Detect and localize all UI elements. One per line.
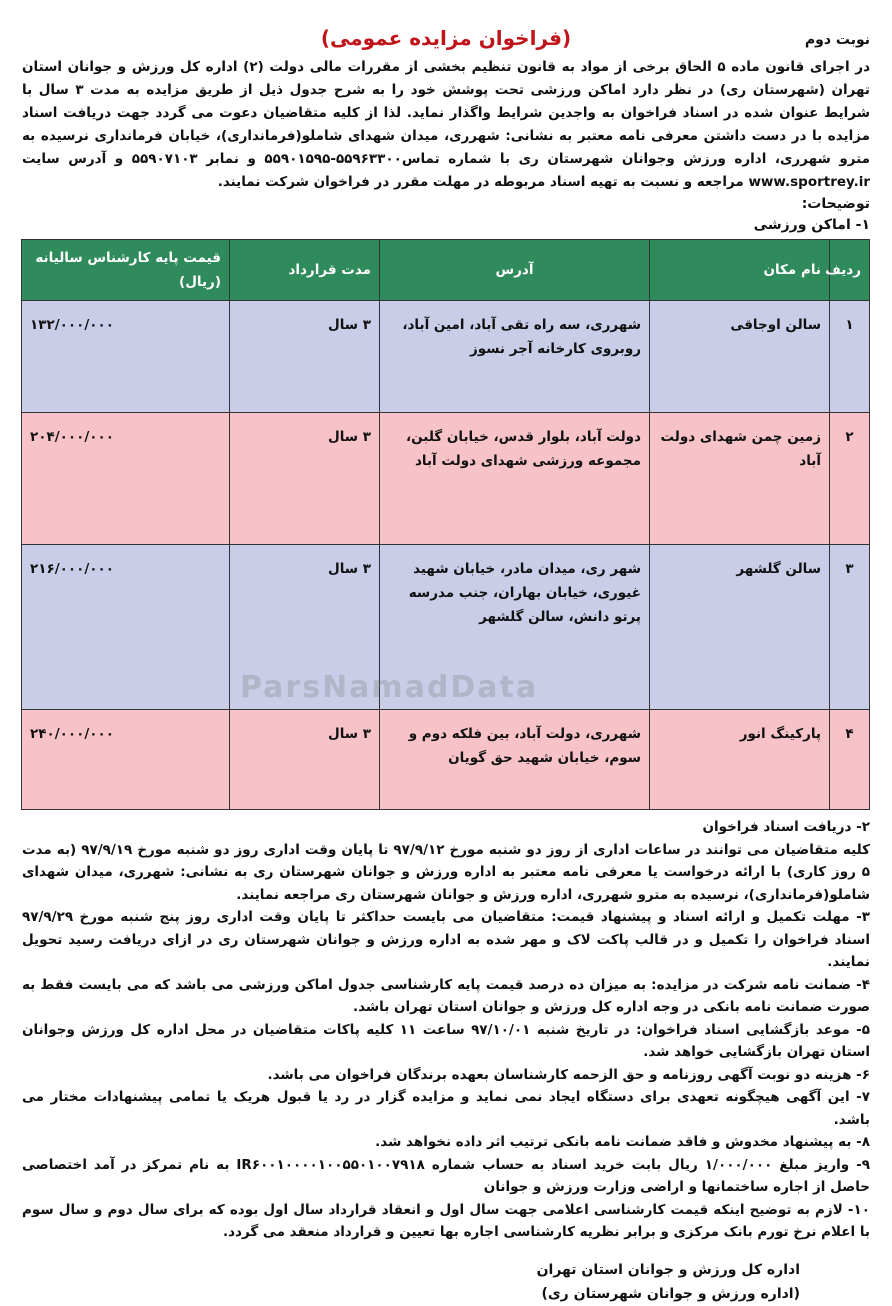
contract-duration: ۳ سال xyxy=(230,545,380,710)
venue-address: شهر ری، میدان مادر، خیابان شهید غیوری، خیابان بهاران، جنب مدرسه پرتو دانش، سالن گلشهر xyxy=(380,545,650,710)
col-header-name: نام مکان xyxy=(650,240,830,301)
col-header-address: آدرس xyxy=(380,240,650,301)
table-row xyxy=(22,301,870,413)
term-item: کلیه متقاضیان می توانند در ساعات اداری از روز دو شنبه مورخ ۹۷/۹/۱۲ تا پایان وقت اداری روز دو شنبه مورخ ۹۷/۹/۱۹ (به مدت ۵ روز کاری) با ارائه درخواست یا معرفی نامه معتبر به اداره ورزش و جوانان شهرستان ری به نشانی: شهرری، میدان شهدای شاملو(فرمانداری)، نرسیده به مترو شهرری، اداره ورزش و جوانان شهرستان ری مراجعه نمایند. xyxy=(22,841,870,903)
terms-list xyxy=(22,816,870,1244)
base-price-value: ۲۰۴/۰۰۰/۰۰۰ xyxy=(30,429,115,445)
col-header-duration: مدت قرارداد xyxy=(230,240,380,301)
col-header-price: قیمت پایه کارشناس سالیانه (ریال) xyxy=(22,240,230,301)
venue-address: شهرری، سه راه تقی آباد، امین آباد، روبروی کارخانه آجر نسوز xyxy=(380,301,650,413)
contract-duration: ۳ سال xyxy=(230,710,380,810)
table-row xyxy=(22,545,870,710)
venues-table xyxy=(21,239,870,810)
round-label: نوبت دوم xyxy=(804,32,870,48)
table-row xyxy=(22,710,870,810)
term-item: ۳- مهلت تکمیل و ارائه اسناد و پیشنهاد قیمت: متقاضیان می بایست حداکثر تا پایان وقت اداری روز پنج شنبه مورخ ۹۷/۹/۲۹ اسناد فراخوان را تکمیل و در قالب پاکت لاک و مهر شده به اداره ورزش و جوانان شهرستان ری در ازای دریافت رسید تحویل نمایند. xyxy=(22,909,870,970)
term-item: ۶- هزینه دو نوبت آگهی روزنامه و حق الزحمه کارشناسان بعهده برندگان فراخوان می باشد. xyxy=(267,1066,870,1083)
term-item: ۹- واریز مبلغ ۱/۰۰۰/۰۰۰ ریال بابت خرید اسناد به حساب شماره IR۶۰۰۱۰۰۰۰۱۰۰۵۵۰۱۰۰۷۹۱۸ به نام تمرکز در آمد اختصاصی حاصل از اجاره ساختمانها و اراضی وزارت ورزش و جوانان xyxy=(22,1156,871,1195)
term-item: ۴- ضمانت نامه شرکت در مزایده: به میزان ده درصد قیمت پایه کارشناسی جدول اماکن ورزشی می باشد که می بایست فقط به صورت ضمانت نامه بانکی در وجه اداره کل ورزش و جوانان استان تهران باشد. xyxy=(22,976,870,1015)
notice-title: (فراخوان مزایده عمومی) xyxy=(320,26,572,50)
notes-label: توضیحات: xyxy=(801,196,870,212)
row-index: ۳ xyxy=(830,545,870,710)
venue-address: شهرری، دولت آباد، بین فلکه دوم و سوم، خیابان شهید حق گویان xyxy=(380,710,650,810)
watermark-text: ParsNamadData xyxy=(240,670,539,705)
venue-name: سالن اوجاقی xyxy=(650,301,830,413)
base-price-value: ۱۳۲/۰۰۰/۰۰۰ xyxy=(30,317,115,333)
contract-duration: ۳ سال xyxy=(230,413,380,545)
venue-address: دولت آباد، بلوار قدس، خیابان گلبن، مجموعه ورزشی شهدای دولت آباد xyxy=(380,413,650,545)
table-header-row xyxy=(22,240,870,301)
table-row xyxy=(22,413,870,545)
term-item: ۱۰- لازم به توضیح اینکه قیمت کارشناسی اعلامی جهت سال اول و انعقاد قرارداد سال اول بوده که برای سال دوم و سال سوم با اعلام نرخ تورم بانک مرکزی و برابر نظریه کارشناسی اجاره بها تعیین و قرارداد منعقد می گردد. xyxy=(22,1201,870,1240)
row-index: ۴ xyxy=(830,710,870,810)
section-1-label: ۱- اماکن ورزشی xyxy=(753,217,870,233)
row-index: ۱ xyxy=(830,301,870,413)
col-header-index: ردیف xyxy=(830,240,870,301)
signature-line-1: اداره کل ورزش و جوانان استان تهران xyxy=(536,1261,800,1278)
term-item: ۸- به پیشنهاد مخدوش و فاقد ضمانت نامه بانکی ترتیب اثر داده نخواهد شد. xyxy=(375,1134,870,1150)
term-item: ۵- موعد بازگشایی اسناد فراخوان: در تاریخ شنبه ۹۷/۱۰/۰۱ ساعت ۱۱ کلیه پاکات متقاضیان در محل اداره کل ورزش وجوانان استان تهران بازگشایی خواهد شد. xyxy=(22,1021,870,1060)
base-price-value: ۲۱۶/۰۰۰/۰۰۰ xyxy=(30,561,115,577)
signature-line-2: (اداره ورزش و جوانان شهرستان ری) xyxy=(541,1285,800,1302)
term-item: ۲- دریافت اسناد فراخوان xyxy=(702,819,870,835)
base-price xyxy=(22,545,230,710)
base-price xyxy=(22,710,230,810)
venue-name: پارکینگ انور xyxy=(650,710,830,810)
base-price-value: ۲۴۰/۰۰۰/۰۰۰ xyxy=(30,726,115,742)
venue-name: زمین چمن شهدای دولت آباد xyxy=(650,413,830,545)
venue-name: سالن گلشهر xyxy=(650,545,830,710)
signature-block xyxy=(22,1258,800,1306)
base-price xyxy=(22,413,230,545)
term-item: ۷- این آگهی هیچگونه تعهدی برای دستگاه ایجاد نمی نماید و مزایده گزار در رد یا قبول هریک یا تمامی پیشنهادات مختار می باشد. xyxy=(22,1089,870,1128)
intro-paragraph: در اجرای قانون ماده ۵ الحاق برخی از مواد به قانون تنظیم بخشی از مقررات مالی دولت (۲) اداره کل ورزش و جوانان استان تهران (شهرستان ری) در نظر دارد اماکن ورزشی تحت پوشش خود را به شرح جدول ذیل از طریق مزایده به مدت ۳ سال با شرایط عنوان شده در اسناد فراخوان به واجدین شرایط واگذار نماید. لذا از کلیه متقاضیان دعوت می گردد جهت دریافت اسناد مزایده با در دست داشتن معرفی نامه معتبر به نشانی: شهرری، میدان شهدای شاملو(فرمانداری)، خیابان فرمانداری نرسیده به مترو شهرری، اداره ورزش وجوانان شهرستان ری با شماره تماس۵۵۹۶۳۳۰۰-۵۵۹۰۱۵۹۵ و نمابر ۵۵۹۰۷۱۰۳ و آدرس سایت www.sportrey.ir مراجعه و نسبت به تهیه اسناد مربوطه در مهلت مقرر در فراخوان شرکت نمایند. xyxy=(22,59,870,190)
contract-duration: ۳ سال xyxy=(230,301,380,413)
base-price xyxy=(22,301,230,413)
notice-header xyxy=(22,16,870,56)
row-index: ۲ xyxy=(830,413,870,545)
